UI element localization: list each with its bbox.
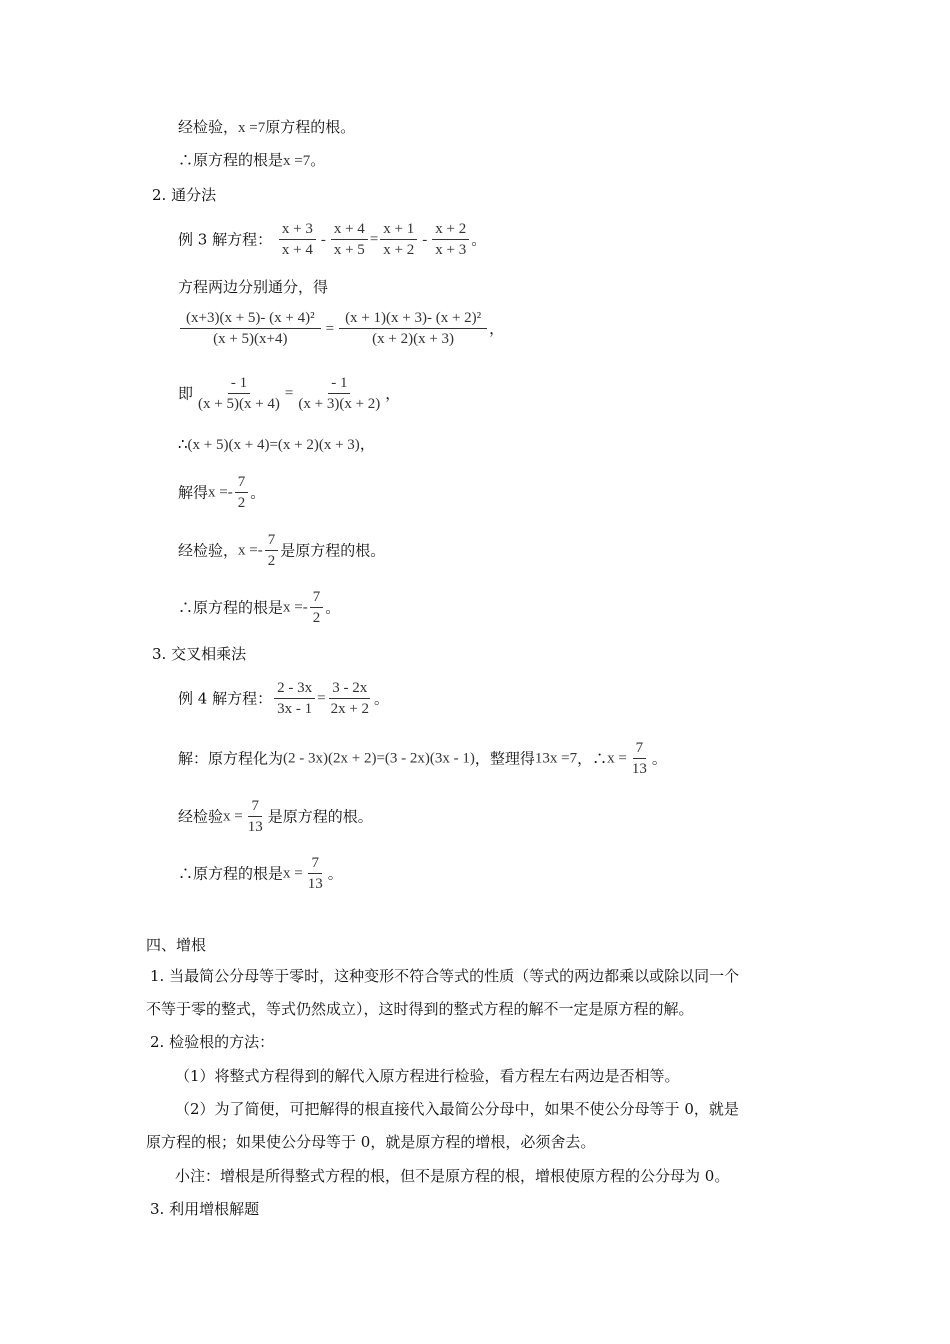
numerator: x + 1 — [380, 219, 417, 240]
text: 经检验， — [178, 541, 239, 560]
fraction — [245, 796, 266, 837]
therefore-line — [178, 434, 375, 455]
equation: x = — [223, 808, 243, 825]
denominator: x + 4 — [281, 242, 313, 258]
operator: = — [369, 231, 379, 248]
numerator: x + 4 — [331, 219, 368, 240]
text: ， — [359, 435, 375, 453]
numerator: x + 2 — [432, 219, 469, 240]
text: ∴原方程的根是 — [178, 151, 284, 169]
paragraph-1b: 不等于零的整式，等式仍然成立），这时得到的整式方程的解不一定是原方程的解。 — [146, 1000, 694, 1018]
fraction — [265, 530, 279, 571]
numerator: 7 — [248, 796, 262, 817]
solution-line — [178, 738, 667, 779]
denominator: x + 3 — [435, 242, 467, 258]
fraction — [331, 219, 368, 260]
fraction — [279, 219, 316, 260]
denominator: 13 — [307, 876, 323, 892]
numerator: 7 — [235, 472, 249, 493]
root-line-3 — [178, 853, 343, 894]
denominator: (x + 5)(x+4) — [213, 331, 288, 347]
fraction — [180, 308, 321, 349]
solve-line — [178, 472, 265, 513]
fraction — [195, 373, 283, 414]
numerator: x + 3 — [279, 219, 316, 240]
numerator: - 1 — [228, 373, 250, 394]
text: 。 — [310, 151, 326, 169]
operator: - — [422, 231, 428, 248]
fraction — [432, 219, 469, 260]
text: ，整理得 — [474, 749, 535, 768]
fraction — [328, 678, 372, 719]
paragraph-4b: 原方程的根；如果使公分母等于 0，就是原方程的增根，必须舍去。 — [146, 1133, 596, 1151]
check-line-2 — [178, 530, 385, 571]
equation: x =- — [208, 484, 233, 501]
equation: x = — [607, 750, 627, 767]
fraction — [339, 308, 487, 349]
example-label: 例 3 解方程： — [178, 230, 273, 249]
numerator: 2 - 3x — [274, 678, 315, 699]
text: ∴原方程的根是 — [178, 598, 284, 617]
example-label: 例 4 解方程： — [178, 689, 273, 708]
text: 解：原方程化为 — [178, 749, 284, 768]
check-line-3 — [178, 796, 373, 837]
text: 即 — [178, 384, 194, 403]
fraction — [295, 373, 383, 414]
check-line-1 — [178, 117, 355, 138]
denominator: 2 — [312, 610, 321, 626]
text: 。 — [327, 864, 343, 883]
denominator: (x + 5)(x + 4) — [198, 396, 280, 412]
text: 解得 — [178, 483, 209, 502]
paragraph-6: 3. 利用增根解题 — [150, 1200, 260, 1218]
denominator: 2 — [237, 495, 246, 511]
fraction — [305, 853, 326, 894]
paragraph-2: 2. 检验根的方法： — [150, 1033, 275, 1051]
numerator: 7 — [308, 853, 322, 874]
example-4 — [178, 678, 389, 719]
denominator: 13 — [247, 819, 263, 835]
text: 经检验， — [178, 118, 239, 136]
fraction — [380, 219, 417, 260]
text: 。 — [471, 230, 487, 249]
operator: = — [284, 385, 294, 402]
fraction — [310, 587, 324, 628]
tongfen-text: 方程两边分别通分，得 — [178, 278, 329, 296]
numerator: 3 - 2x — [329, 678, 370, 699]
numerator: - 1 — [328, 373, 350, 394]
text: ∴原方程的根是 — [178, 864, 284, 883]
text: ， — [385, 384, 401, 403]
ji-equation — [178, 373, 400, 414]
paragraph-1a: 1. 当最简公分母等于零时，这种变形不符合等式的性质（等式的两边都乘以或除以同一个 — [150, 967, 740, 985]
denominator: 2 — [267, 553, 276, 569]
equation: x =7 — [238, 120, 266, 136]
paragraph-4a: （2）为了简便，可把解得的根直接代入最简公分母中，如果不使公分母等于 0，就是 — [175, 1100, 739, 1118]
equation: (2 - 3x)(2x + 2)=(3 - 2x)(3x - 1) — [283, 750, 475, 767]
text: 是原方程的根。 — [280, 541, 386, 560]
operator: = — [325, 320, 335, 337]
numerator: 7 — [265, 530, 279, 551]
text: 原方程的根。 — [265, 118, 356, 136]
equation: x = — [283, 865, 303, 882]
denominator: (x + 3)(x + 2) — [298, 396, 381, 412]
text: 。 — [325, 598, 341, 617]
tongfen-equation — [178, 308, 504, 349]
equation: x =7 — [283, 153, 311, 169]
fraction — [274, 678, 315, 719]
equation: (x + 5)(x + 4)=(x + 2)(x + 3) — [187, 437, 360, 453]
denominator: 3x - 1 — [277, 701, 313, 717]
text: 经检验 — [178, 807, 224, 826]
root-line-1 — [178, 150, 325, 171]
heading-tongfen: 2. 通分法 — [152, 186, 217, 204]
text: 。 — [374, 689, 390, 708]
text: 。 — [250, 483, 266, 502]
operator: = — [317, 690, 326, 707]
paragraph-3: （1）将整式方程得到的解代入原方程进行检验，看方程左右两边是否相等。 — [175, 1067, 680, 1085]
operator: - — [320, 231, 326, 248]
equation: x =- — [238, 542, 263, 559]
equation: 13x =7 — [534, 750, 578, 767]
numerator: 7 — [633, 738, 647, 759]
text: 。 — [651, 749, 667, 768]
section-title-zenggen: 四、增根 — [146, 936, 207, 954]
fraction — [235, 472, 249, 513]
numerator: (x+3)(x + 5)- (x + 4)² — [180, 308, 321, 329]
heading-cross-multiply: 3. 交叉相乘法 — [152, 645, 247, 663]
text: ，∴ — [577, 749, 608, 768]
numerator: 7 — [310, 587, 324, 608]
denominator: (x + 2)(x + 3) — [372, 331, 455, 347]
numerator: (x + 1)(x + 3)- (x + 2)² — [339, 308, 487, 329]
fraction — [629, 738, 650, 779]
text: ， — [489, 319, 505, 338]
denominator: x + 2 — [383, 242, 415, 258]
denominator: x + 5 — [333, 242, 365, 258]
paragraph-5-note: 小注：增根是所得整式方程的根，但不是原方程的根，增根使原方程的公分母为 0。 — [175, 1167, 730, 1185]
therefore-symbol: ∴ — [178, 435, 188, 453]
denominator: 13 — [631, 761, 647, 777]
text: 是原方程的根。 — [267, 807, 373, 826]
denominator: 2x + 2 — [330, 701, 370, 717]
equation: x =- — [283, 599, 308, 616]
root-line-2 — [178, 587, 340, 628]
example-3 — [178, 219, 486, 260]
